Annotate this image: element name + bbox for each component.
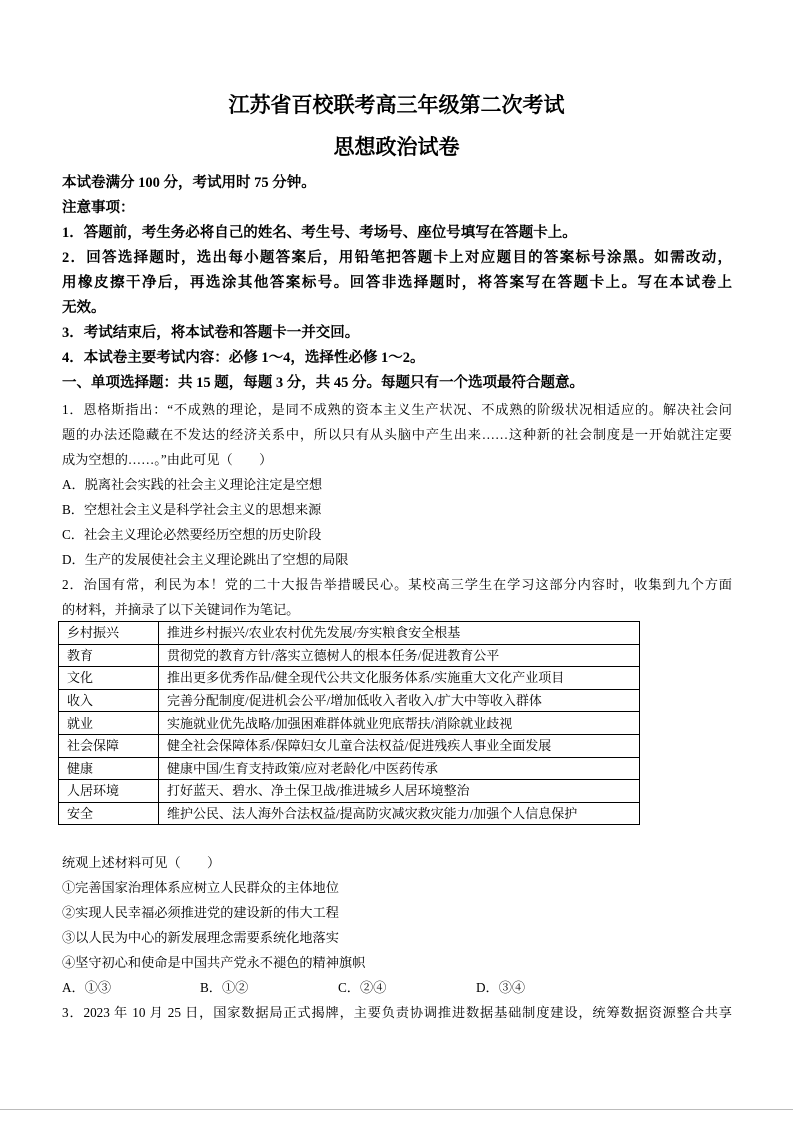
option-d: D．生产的发展使社会主义理论跳出了空想的局限: [62, 552, 349, 567]
option-a: A．脱离社会实践的社会主义理论注定是空想: [62, 477, 323, 492]
table-cell-topic: 收入: [59, 689, 159, 712]
table-row: [59, 712, 640, 735]
instruction-line: 无效。: [62, 300, 106, 316]
table-row: [59, 780, 640, 803]
table-cell-keywords: 推出更多优秀作品/健全现代公共文化服务体系/实施重大文化产业项目: [159, 667, 640, 690]
table-cell-topic: 社会保障: [59, 734, 159, 757]
question-text: 题的办法还隐藏在不发达的经济关系中，所以只有从头脑中产生出来……这种新的社会制度是一开始就注定要: [62, 427, 732, 442]
option-c: C．社会主义理论必然要经历空想的历史阶段: [62, 527, 322, 542]
option-a: A．①③: [62, 980, 112, 995]
table-cell-keywords: 完善分配制度/促进机会公平/增加低收入者收入/扩大中等收入群体: [159, 689, 640, 712]
instructions: [62, 171, 732, 396]
table-cell-topic: 人居环境: [59, 780, 159, 803]
instruction-line: 用橡皮擦干净后，再选涂其他答案标号。回答非选择题时，将答案写在答题卡上。写在本试卷上: [62, 275, 732, 291]
statement: ②实现人民幸福必须推进党的建设新的伟大工程: [62, 905, 339, 920]
question-2-body: [62, 850, 732, 1025]
table-cell-topic: 健康: [59, 757, 159, 780]
statement: ③以人民为中心的新发展理念需要系统化地落实: [62, 930, 339, 945]
table-cell-keywords: 推进乡村振兴/农业农村优先发展/夯实粮食安全根基: [159, 622, 640, 645]
question-text: 成为空想的……。”由此可见（ ）: [62, 452, 273, 467]
option-b: B．①②: [200, 980, 249, 995]
statement: ④坚守初心和使命是中国共产党永不褪色的精神旗帜: [62, 955, 366, 970]
instruction-line: 4．本试卷主要考试内容：必修 1～4，选择性必修 1～2。: [62, 350, 425, 366]
table-cell-keywords: 打好蓝天、碧水、净土保卫战/推进城乡人居环境整治: [159, 780, 640, 803]
table-cell-keywords: 维护公民、法人海外合法权益/提高防灾减灾救灾能力/加强个人信息保护: [159, 802, 640, 825]
table-cell-topic: 教育: [59, 644, 159, 667]
table-cell-topic: 安全: [59, 802, 159, 825]
table-row: [59, 802, 640, 825]
question-1: [62, 397, 732, 622]
table-row: [59, 757, 640, 780]
option-c: C．②④: [338, 980, 387, 995]
table-cell-keywords: 健全社会保障体系/保障妇女儿童合法权益/促进残疾人事业全面发展: [159, 734, 640, 757]
statement: ①完善国家治理体系应树立人民群众的主体地位: [62, 880, 339, 895]
table-row: [59, 622, 640, 645]
question-text: 1．恩格斯指出：“不成熟的理论，是同不成熟的资本主义生产状况、不成熟的阶级状况相适应的。解决社会问: [62, 402, 732, 417]
question-text: 3．2023 年 10 月 25 日，国家数据局正式揭牌，主要负责协调推进数据基础制度建设，统筹数据资源整合共享: [62, 1005, 732, 1020]
keyword-table: [58, 621, 640, 825]
table-cell-topic: 就业: [59, 712, 159, 735]
options-row: [62, 975, 732, 1000]
instruction-line: 2．回答选择题时，选出每小题答案后，用铅笔把答题卡上对应题目的答案标号涂黑。如需改动，: [62, 250, 732, 266]
table-row: [59, 644, 640, 667]
table-cell-keywords: 贯彻党的教育方针/落实立德树人的根本任务/促进教育公平: [159, 644, 640, 667]
table-row: [59, 689, 640, 712]
question-text: 的材料，并摘录了以下关键词作为笔记。: [62, 602, 300, 617]
question-stem: 统观上述材料可见（ ）: [62, 855, 221, 870]
table-cell-keywords: 健康中国/生育支持政策/应对老龄化/中医药传承: [159, 757, 640, 780]
section-heading: 一、单项选择题：共 15 题，每题 3 分，共 45 分。每题只有一个选项最符合题意。: [62, 375, 584, 391]
exam-subtitle: 思想政治试卷: [333, 135, 460, 159]
table-row: [59, 667, 640, 690]
exam-title: 江苏省百校联考高三年级第二次考试: [228, 93, 565, 117]
table-cell-keywords: 实施就业优先战略/加强困难群体就业兜底帮扶/消除就业歧视: [159, 712, 640, 735]
instruction-line: 1．答题前，考生务必将自己的姓名、考生号、考场号、座位号填写在答题卡上。: [62, 225, 577, 241]
page-footer-line: [0, 1109, 793, 1110]
question-text: 2．治国有常，利民为本！党的二十大报告举措暖民心。某校高三学生在学习这部分内容时，收集到九个方面: [62, 577, 732, 592]
table-row: [59, 734, 640, 757]
instruction-line: 注意事项：: [62, 200, 135, 216]
option-b: B．空想社会主义是科学社会主义的思想来源: [62, 502, 322, 517]
instruction-line: 本试卷满分 100 分，考试用时 75 分钟。: [62, 175, 316, 191]
option-d: D．③④: [476, 980, 526, 995]
instruction-line: 3．考试结束后，将本试卷和答题卡一并交回。: [62, 325, 360, 341]
table-cell-topic: 文化: [59, 667, 159, 690]
table-cell-topic: 乡村振兴: [59, 622, 159, 645]
